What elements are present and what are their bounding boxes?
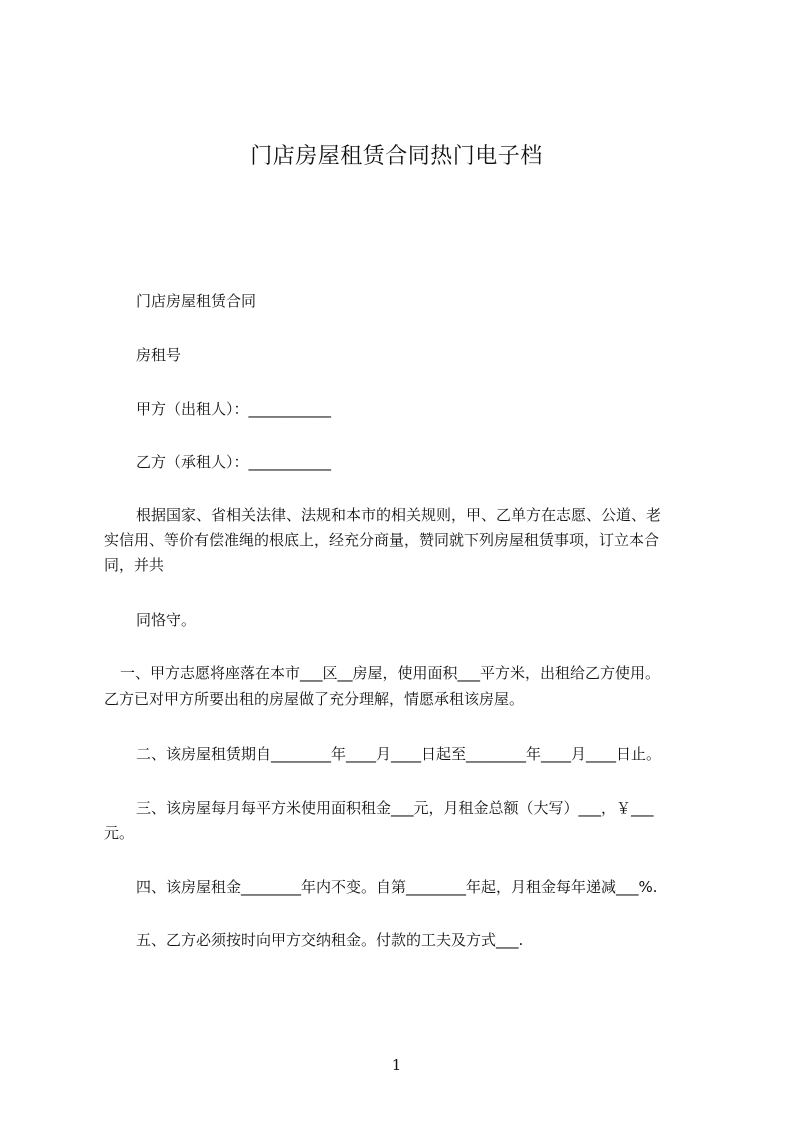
clause-one-line-1: 一、甲方志愿将座落在本市___区__房屋，使用面积___平方米，出租给乙方使用。 [120, 664, 661, 682]
preamble-line-1: 根据国家、省相关法律、法规和本市的相关规则，甲、乙单方在志愿、公道、老 [136, 506, 662, 524]
clause-four-line: 四、该房屋租金________年内不变。自第________年起，月租金每年递减___%. [136, 878, 658, 896]
preamble-line-3: 同，并共 [104, 556, 165, 574]
clause-five-line: 五、乙方必须按时向甲方交纳租金。付款的工夫及方式___. [136, 931, 524, 949]
clause-one-line-2: 乙方已对甲方所要出租的房屋做了充分理解，情愿承租该房屋。 [104, 690, 525, 708]
page-number: 1 [391, 1056, 402, 1074]
rent-number-line: 房租号 [136, 346, 182, 364]
clause-two-line: 二、该房屋租赁期自________年____月____日起至________年____月____日止。 [136, 745, 662, 763]
contract-name-line: 门店房屋租赁合同 [136, 292, 257, 310]
clause-three-line-1: 三、该房屋每月每平方米使用面积租金___元，月租金总额（大写）___，￥___ [136, 799, 654, 817]
preamble-line-2: 实信用、等价有偿准绳的根底上，经充分商量，赞同就下列房屋租赁事项，订立本合 [104, 531, 660, 549]
preamble-line-4: 同恪守。 [136, 611, 197, 629]
party-b-line: 乙方（承租人）：___________ [136, 453, 332, 471]
party-a-line: 甲方（出租人）：___________ [136, 400, 332, 418]
clause-three-line-2: 元。 [104, 824, 135, 842]
document-title: 门店房屋租赁合同热门电子档 [250, 144, 543, 169]
